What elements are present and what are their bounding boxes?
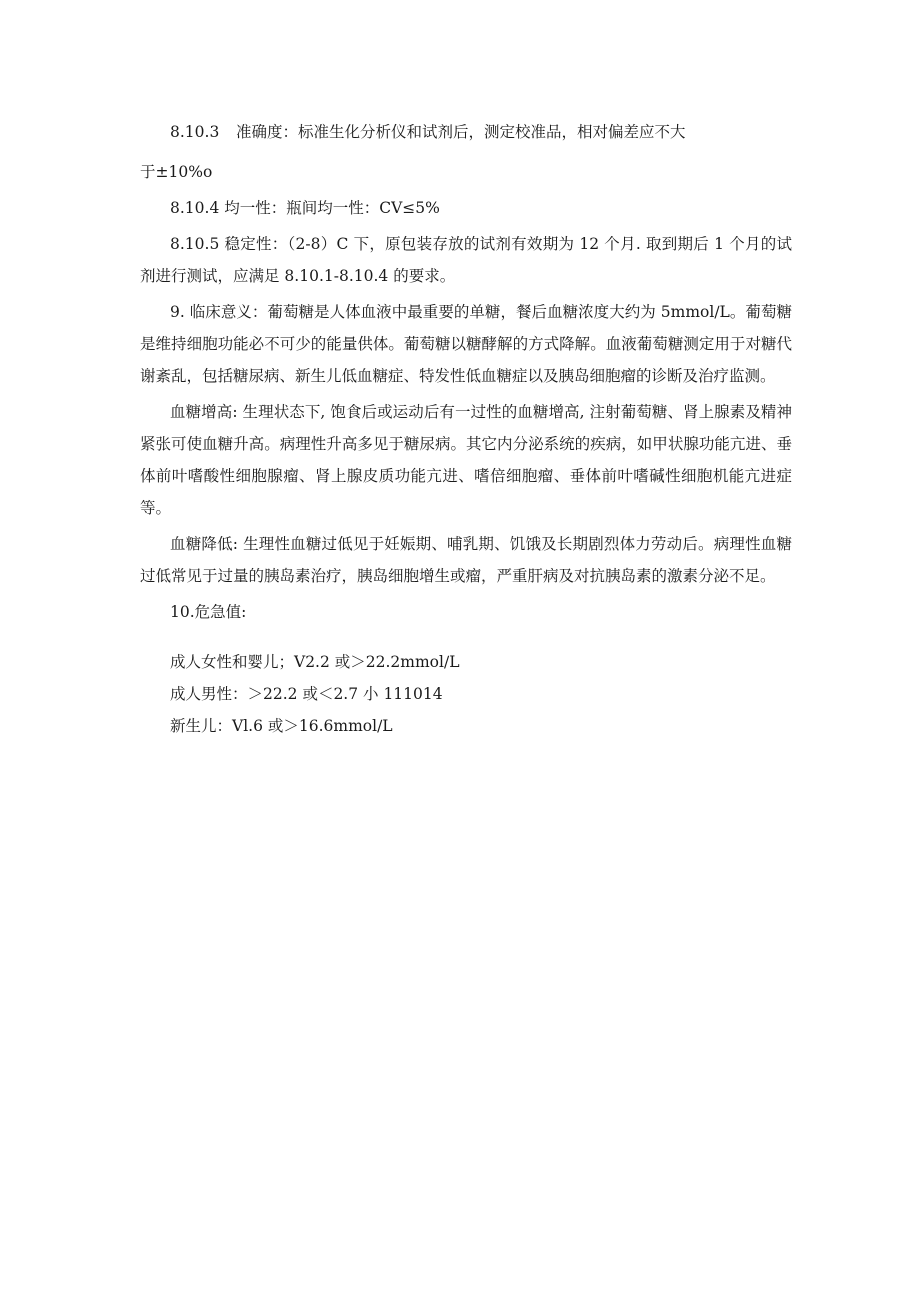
section-8-10-5: 8.10.5 稳定性：（2-8）C 下，原包装存放的试剂有效期为 12 个月. 取到期后 1 个月的试剂进行测试，应满足 8.10.1-8.10.4 的要求。 bbox=[140, 235, 792, 285]
critical-values-list bbox=[140, 646, 792, 742]
paragraph-glucose-high: 血糖增高: 生理状态下, 饱食后或运动后有一过性的血糖增高, 注射葡萄糖、肾上腺素及精神紧张可使血糖升高。病理性升高多见于糖尿病。其它内分泌系统的疾病，如甲状腺功能亢进、垂体前叶嗜酸性细胞腺瘤、肾上腺皮质功能亢进、嗜倍细胞瘤、垂体前叶嗜碱性细胞机能亢进症等。 bbox=[140, 403, 792, 517]
critical-value-newborn: 新生儿：Vl.6 或＞16.6mmol∕L bbox=[170, 717, 393, 735]
section-8-10-3-text: 准确度：标准生化分析仪和试剂后，测定校准品，相对偏差应不大 bbox=[236, 123, 686, 141]
section-10-title: 10.危急值: bbox=[170, 603, 247, 621]
critical-value-adult-male: 成人男性：＞22.2 或＜2.7 小 111014 bbox=[170, 685, 443, 703]
critical-value-adult-female: 成人女性和婴儿；V2.2 或＞22.2mmol∕L bbox=[170, 653, 460, 671]
section-8-10-3-number: 8.10.3 bbox=[170, 123, 220, 141]
section-8-10-3-line2: 于±10%o bbox=[140, 163, 213, 181]
paragraph-glucose-low: 血糖降低: 生理性血糖过低见于妊娠期、哺乳期、饥饿及长期剧烈体力劳动后。病理性血糖过低常见于过量的胰岛素治疗，胰岛细胞增生或瘤，严重肝病及对抗胰岛素的激素分泌不足。 bbox=[140, 535, 792, 585]
section-8-10-3-line1 bbox=[140, 116, 792, 148]
document-body bbox=[140, 116, 792, 742]
section-9-clinical-significance: 9. 临床意义：葡萄糖是人体血液中最重要的单糖，餐后血糖浓度大约为 5mmol∕L。葡萄糖是维持细胞功能必不可少的能量供体。葡萄糖以糖酵解的方式降解。血液葡萄糖测定用于对糖代谢紊乱，包括糖尿病、新生儿低血糖症、特发性低血糖症以及胰岛细胞瘤的诊断及治疗监测。 bbox=[140, 303, 792, 385]
section-8-10-4: 8.10.4 均一性：瓶间均一性：CV≤5% bbox=[170, 199, 440, 217]
